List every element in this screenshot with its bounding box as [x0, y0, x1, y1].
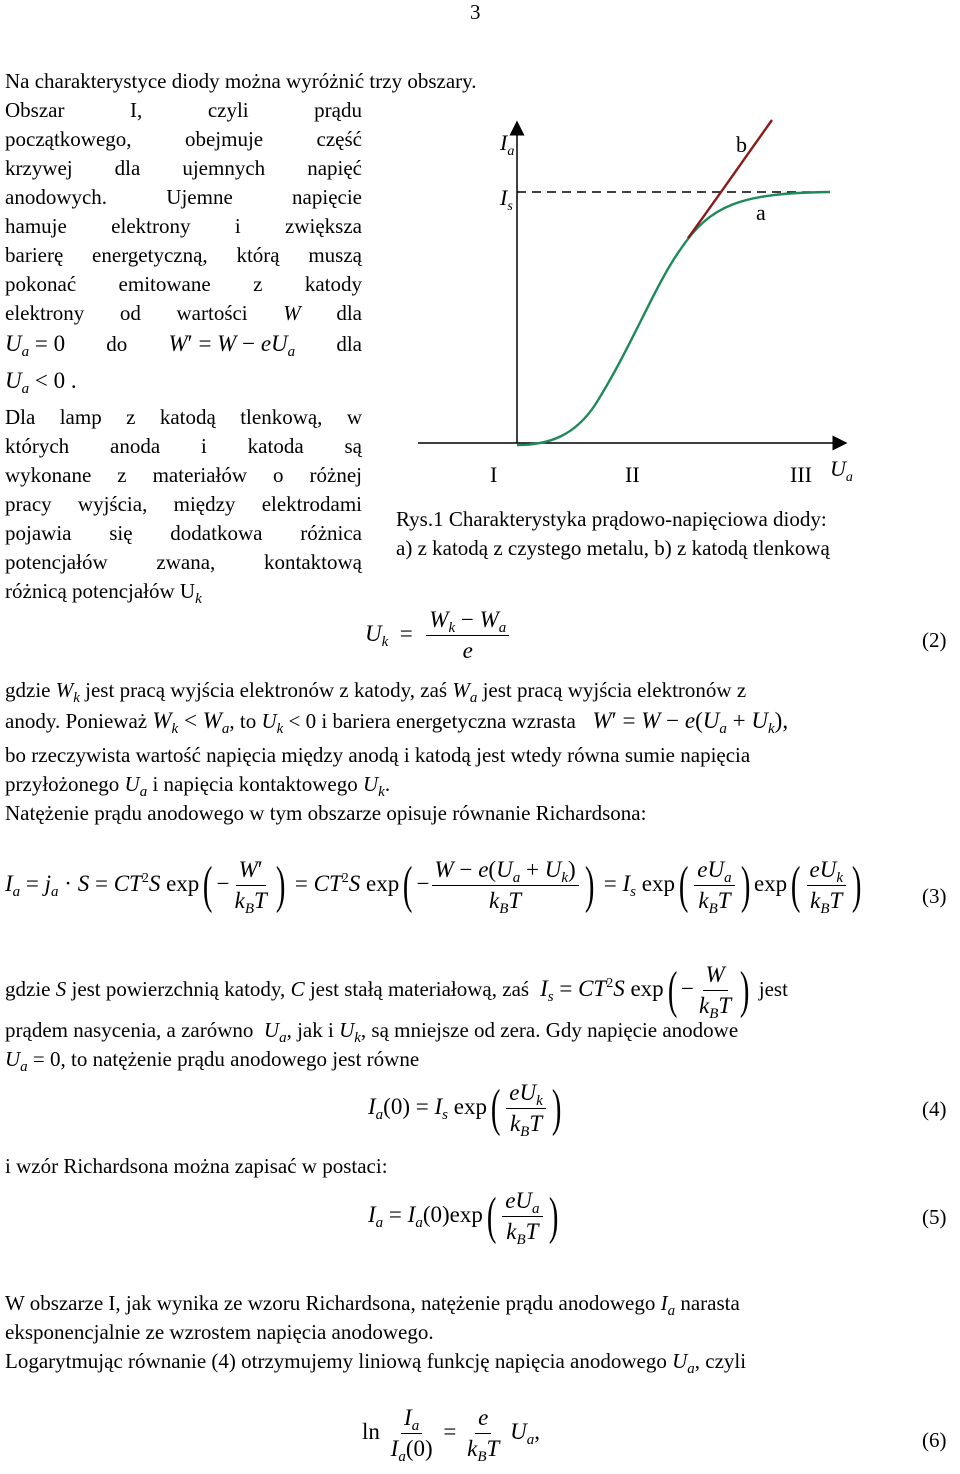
body-p6: i wzór Richardsona można zapisać w postaci: — [5, 1154, 388, 1178]
y-axis-label: $I_a$ — [500, 130, 515, 159]
left-line-3: krzywej dla ujemnych napięć — [5, 156, 362, 180]
left-line-2: początkowego, obejmuje część — [5, 127, 362, 151]
region-1-label: I — [490, 462, 498, 487]
formula-ua-negative: $U_a < 0$ . — [5, 368, 77, 397]
formula-barrier-shift: $U_a = 0$ do $W' = W - eU_a$ dla — [5, 331, 362, 360]
left-p2-line-3: pracy wyjścia, między elektrodami — [5, 492, 362, 516]
body-p1-line4: przyłożonego $U_a$ i napięcia kontaktowego $U_k$. — [5, 772, 391, 800]
left-p2-last: różnicą potencjałów $U_k$ — [5, 579, 202, 607]
left-p2-line-2: wykonane z materiałów o różnej — [5, 463, 362, 487]
body-p4: prądem nasycenia, a zarówno $U_a$, jak i $U_k$, są mniejsze od zera. Gdy napięcie anodowe — [5, 1018, 739, 1046]
equation-2: $U_k$ = $\frac{W_k - W_a}{e}$ — [365, 605, 511, 666]
equation-2-number: (2) — [922, 628, 947, 652]
equation-4: $I_a(0) = I_s$ exp( $\frac{eU_k}{k_BT}$ ) — [368, 1079, 562, 1140]
left-line-5: hamuje elektrony i zwiększa — [5, 214, 362, 238]
body-p1-line2: anody. Ponieważ $W_k < W_a$, to $U_k < 0$ i bariera energetyczna wzrasta $W' = W - e(U_a + U_k)$, — [5, 708, 789, 737]
region-2-label: II — [625, 462, 640, 487]
left-p2-line-5: potencjałów zwana, kontaktową — [5, 550, 362, 574]
equation-3: $I_a = j_a \cdot S = CT^2S$ exp( − $\frac{W'}{k_BT}$ ) = $CT^2S$ exp( − $\frac{W - e(U_a + U_k)}{k_BT}$ ) = $I_s$ exp( $\frac{eU_a}{k_BT}$ ) exp( $\frac{eU_k}{k_BT}$ ) — [5, 856, 862, 917]
figure-caption-line2: a) z katodą z czystego metalu, b) z katodą tlenkową — [396, 536, 830, 560]
body-p2: Natężenie prądu anodowego w tym obszarze opisuje równanie Richardsona: — [5, 801, 647, 825]
diode-characteristic-figure — [400, 110, 880, 510]
equation-6: ln $\frac{I_a}{I_a(0)}$ = $\frac{e}{k_BT}$ $U_a$, — [362, 1405, 540, 1465]
is-label: $I_s$ — [500, 185, 513, 214]
equation-5-number: (5) — [922, 1205, 947, 1229]
intro-line: Na charakterystyce diody można wyróżnić trzy obszary. — [5, 69, 477, 93]
left-line-7: pokonać emitowane z katody — [5, 272, 362, 296]
equation-3-number: (3) — [922, 884, 947, 908]
body-p5: $U_a = 0$, to natężenie prądu anodowego jest równe — [5, 1047, 420, 1075]
figure-caption-line1: Rys.1 Charakterystyka prądowo-napięciowa diody: — [396, 507, 827, 531]
body-p1-line3: bo rzeczywista wartość napięcia między anodą i katodą jest wtedy równa sumie napięcia — [5, 743, 751, 767]
equation-5: $I_a = I_a(0)\exp$( $\frac{eU_a}{k_BT}$ ) — [368, 1187, 558, 1248]
left-line-4: anodowych. Ujemne napięcie — [5, 185, 362, 209]
left-p2-line-1: których anoda i katoda są — [5, 434, 362, 458]
body-p1-line1: gdzie $W_k$ jest pracą wyjścia elektronów z katody, zaś $W_a$ jest pracą wyjścia elektronów z — [5, 678, 747, 706]
curve-a-label: a — [756, 200, 766, 225]
equation-6-number: (6) — [922, 1428, 947, 1452]
body-p8: Logarytmując równanie (4) otrzymujemy liniową funkcję napięcia anodowego $U_a$, czyli — [5, 1349, 747, 1377]
page-number: 3 — [470, 0, 481, 24]
body-p7-line2: eksponencjalnie ze wzrostem napięcia anodowego. — [5, 1320, 434, 1344]
body-p7-line1: W obszarze I, jak wynika ze wzoru Richardsona, natężenie prądu anodowego $I_a$ narasta — [5, 1291, 740, 1319]
left-line-8: elektrony od wartości W dla — [5, 301, 362, 325]
left-p2-line-4: pojawia się dodatkowa różnica — [5, 521, 362, 545]
curve-b-label: b — [736, 132, 747, 157]
equation-4-number: (4) — [922, 1097, 947, 1121]
left-line-1: Obszar I, czyli prądu — [5, 98, 362, 122]
x-axis-label: $U_a$ — [830, 456, 853, 485]
region-3-label: III — [790, 462, 812, 487]
body-p3: gdzie S jest powierzchnią katody, C jest stałą materiałową, zaś $I_s = CT^2S$ exp( − $\frac{W}{k_BT}$ ) jest — [5, 961, 788, 1022]
left-line-6: barierę energetyczną, którą muszą — [5, 243, 362, 267]
left-p2-line-0: Dla lamp z katodą tlenkową, w — [5, 405, 362, 429]
curve-a — [517, 192, 830, 445]
